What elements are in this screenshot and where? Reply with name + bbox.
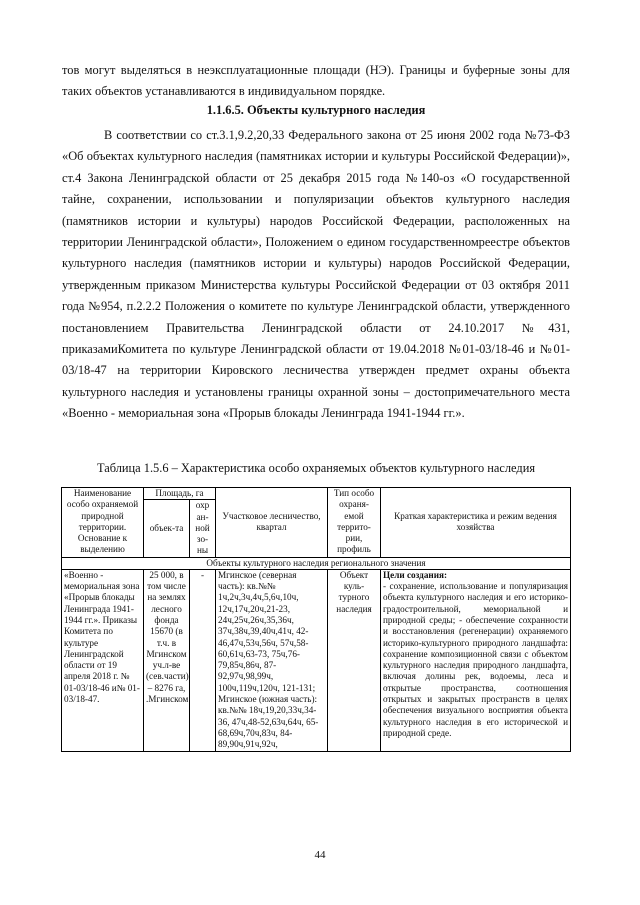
intro-paragraph: тов могут выделяться в неэксплуатационные площади (НЭ). Границы и буферные зоны для таких объектов устанавливаются в индивидуальном порядке. <box>62 63 570 99</box>
main-paragraph: В соответствии со ст.3.1,9.2,20,33 Федерального закона от 25 июня 2002 года №73-ФЗ «Об объектах культурного наследия (памятниках истории и культуры Российской Федерации)», ст.4 Закона Ленинградской области от 25 декабря 2015 года №140-оз «О государственной тайне, сохранении, использовании и популяризации объектов культурного наследия (памятников истории и культуры) народов Российской Федерации, расположенных на территории Ленинградской области», Положением о едином государственномреестре объектов культурного наследия (памятников истории и культуры) народов Российской Федерации, утвержденным приказом Министерства культуры Российской Федерации от 03 октября 2011 года №954, п.2.2.2 Положения о комитете по культуре Ленинградской области, утвержденного постановлением Правительства Ленинградской области от 24.10.2017 №431, приказамиКомитета по культуре Ленинградской области от 19.04.2018 №01-03/18-46 и №01-03/18-47 на территории Кировского лесничества утвержден предмет охраны объекта культурного наследия и установлены границы охранной зоны – достопримечательного места «Военно - мемориальная зона «Прорыв блокады Ленинграда 1941-1944 гг.». <box>62 128 570 421</box>
header-area-protected: охр ан-ной зо-ны <box>190 500 216 557</box>
cell-quarter: Мгинское (северная часть): кв.№№ 1ч,2ч,3ч,4ч,5,6ч,10ч, 12ч,17ч,20ч,21-23, 24ч,25ч,26ч,35,36ч, 37ч,38ч,39,40ч,41ч, 42-46,47ч,53ч,56ч, 57ч,58-60,61ч,63-73, 75ч,76-79,85ч,86ч, 87-92,97ч,98,99ч, 100ч,119ч,120ч, 121-131; Мгинское (южная часть): кв.№№ 18ч,19,20,33ч,34-36, 47ч,48-52,63ч,64ч, 65-68,69ч,70ч,83ч, 84-89,90ч,91ч,92ч, <box>216 569 328 751</box>
description-text: - сохранение, использование и популяризация объекта культурного наследия и его историко-градостроительной, мемориальной и природной среды; - обеспечение сохранности и восстановления (регенерации) охраняемого историко-культурного природного ландшафта: сохранение композиционной связи с объектом культурного наследия природного ландшафта, включая долины рек, водоемы, леса и открытые пространства, соотношения открытых и закрытых пространств в целях обеспечения визуального восприятия объекта культурного наследия в его исторической и природной среде. <box>383 581 568 738</box>
header-quarter: Участковое лесничество, квартал <box>216 488 328 558</box>
table-header-row <box>62 488 571 500</box>
section-heading: 1.1.6.5. Объекты культурного наследия <box>206 103 426 117</box>
cell-area-protected: - <box>190 569 216 751</box>
cell-description <box>381 569 571 751</box>
heritage-table <box>61 487 571 752</box>
table-caption: Таблица 1.5.6 – Характеристика особо охраняемых объектов культурного наследия <box>96 461 536 475</box>
header-area: Площадь, га <box>144 488 216 500</box>
table-row <box>62 569 571 751</box>
header-description: Краткая характеристика и режим ведения хозяйства <box>381 488 571 558</box>
section-row-label: Объекты культурного наследия регионального значения <box>62 557 571 569</box>
cell-area-object: 25 000, в том числе на землях лесного фонда 15670 (в т.ч. в Мгинском уч.л-ве (сев.части) – 8276 га, .Мгинском <box>144 569 190 751</box>
cell-type: Объект куль-турного наследия <box>328 569 381 751</box>
table-section-row <box>62 557 571 569</box>
header-name: Наименование особо охраняемой природной территории. Основание к выделению <box>62 488 144 558</box>
page-number: 44 <box>314 849 326 861</box>
goals-title: Цели создания: <box>383 569 448 580</box>
header-area-object: объек-та <box>144 500 190 557</box>
cell-name: «Военно - мемориальная зона «Прорыв блокады Ленинграда 1941-1944 гг.». Приказы Комитета по культуре Ленинградской области от 19 апреля 2018 г. № 01-03/18-46 и№ 01-03/18-47. <box>62 569 144 751</box>
header-type: Тип особо охраня-емой террито-рии, профиль <box>328 488 381 558</box>
